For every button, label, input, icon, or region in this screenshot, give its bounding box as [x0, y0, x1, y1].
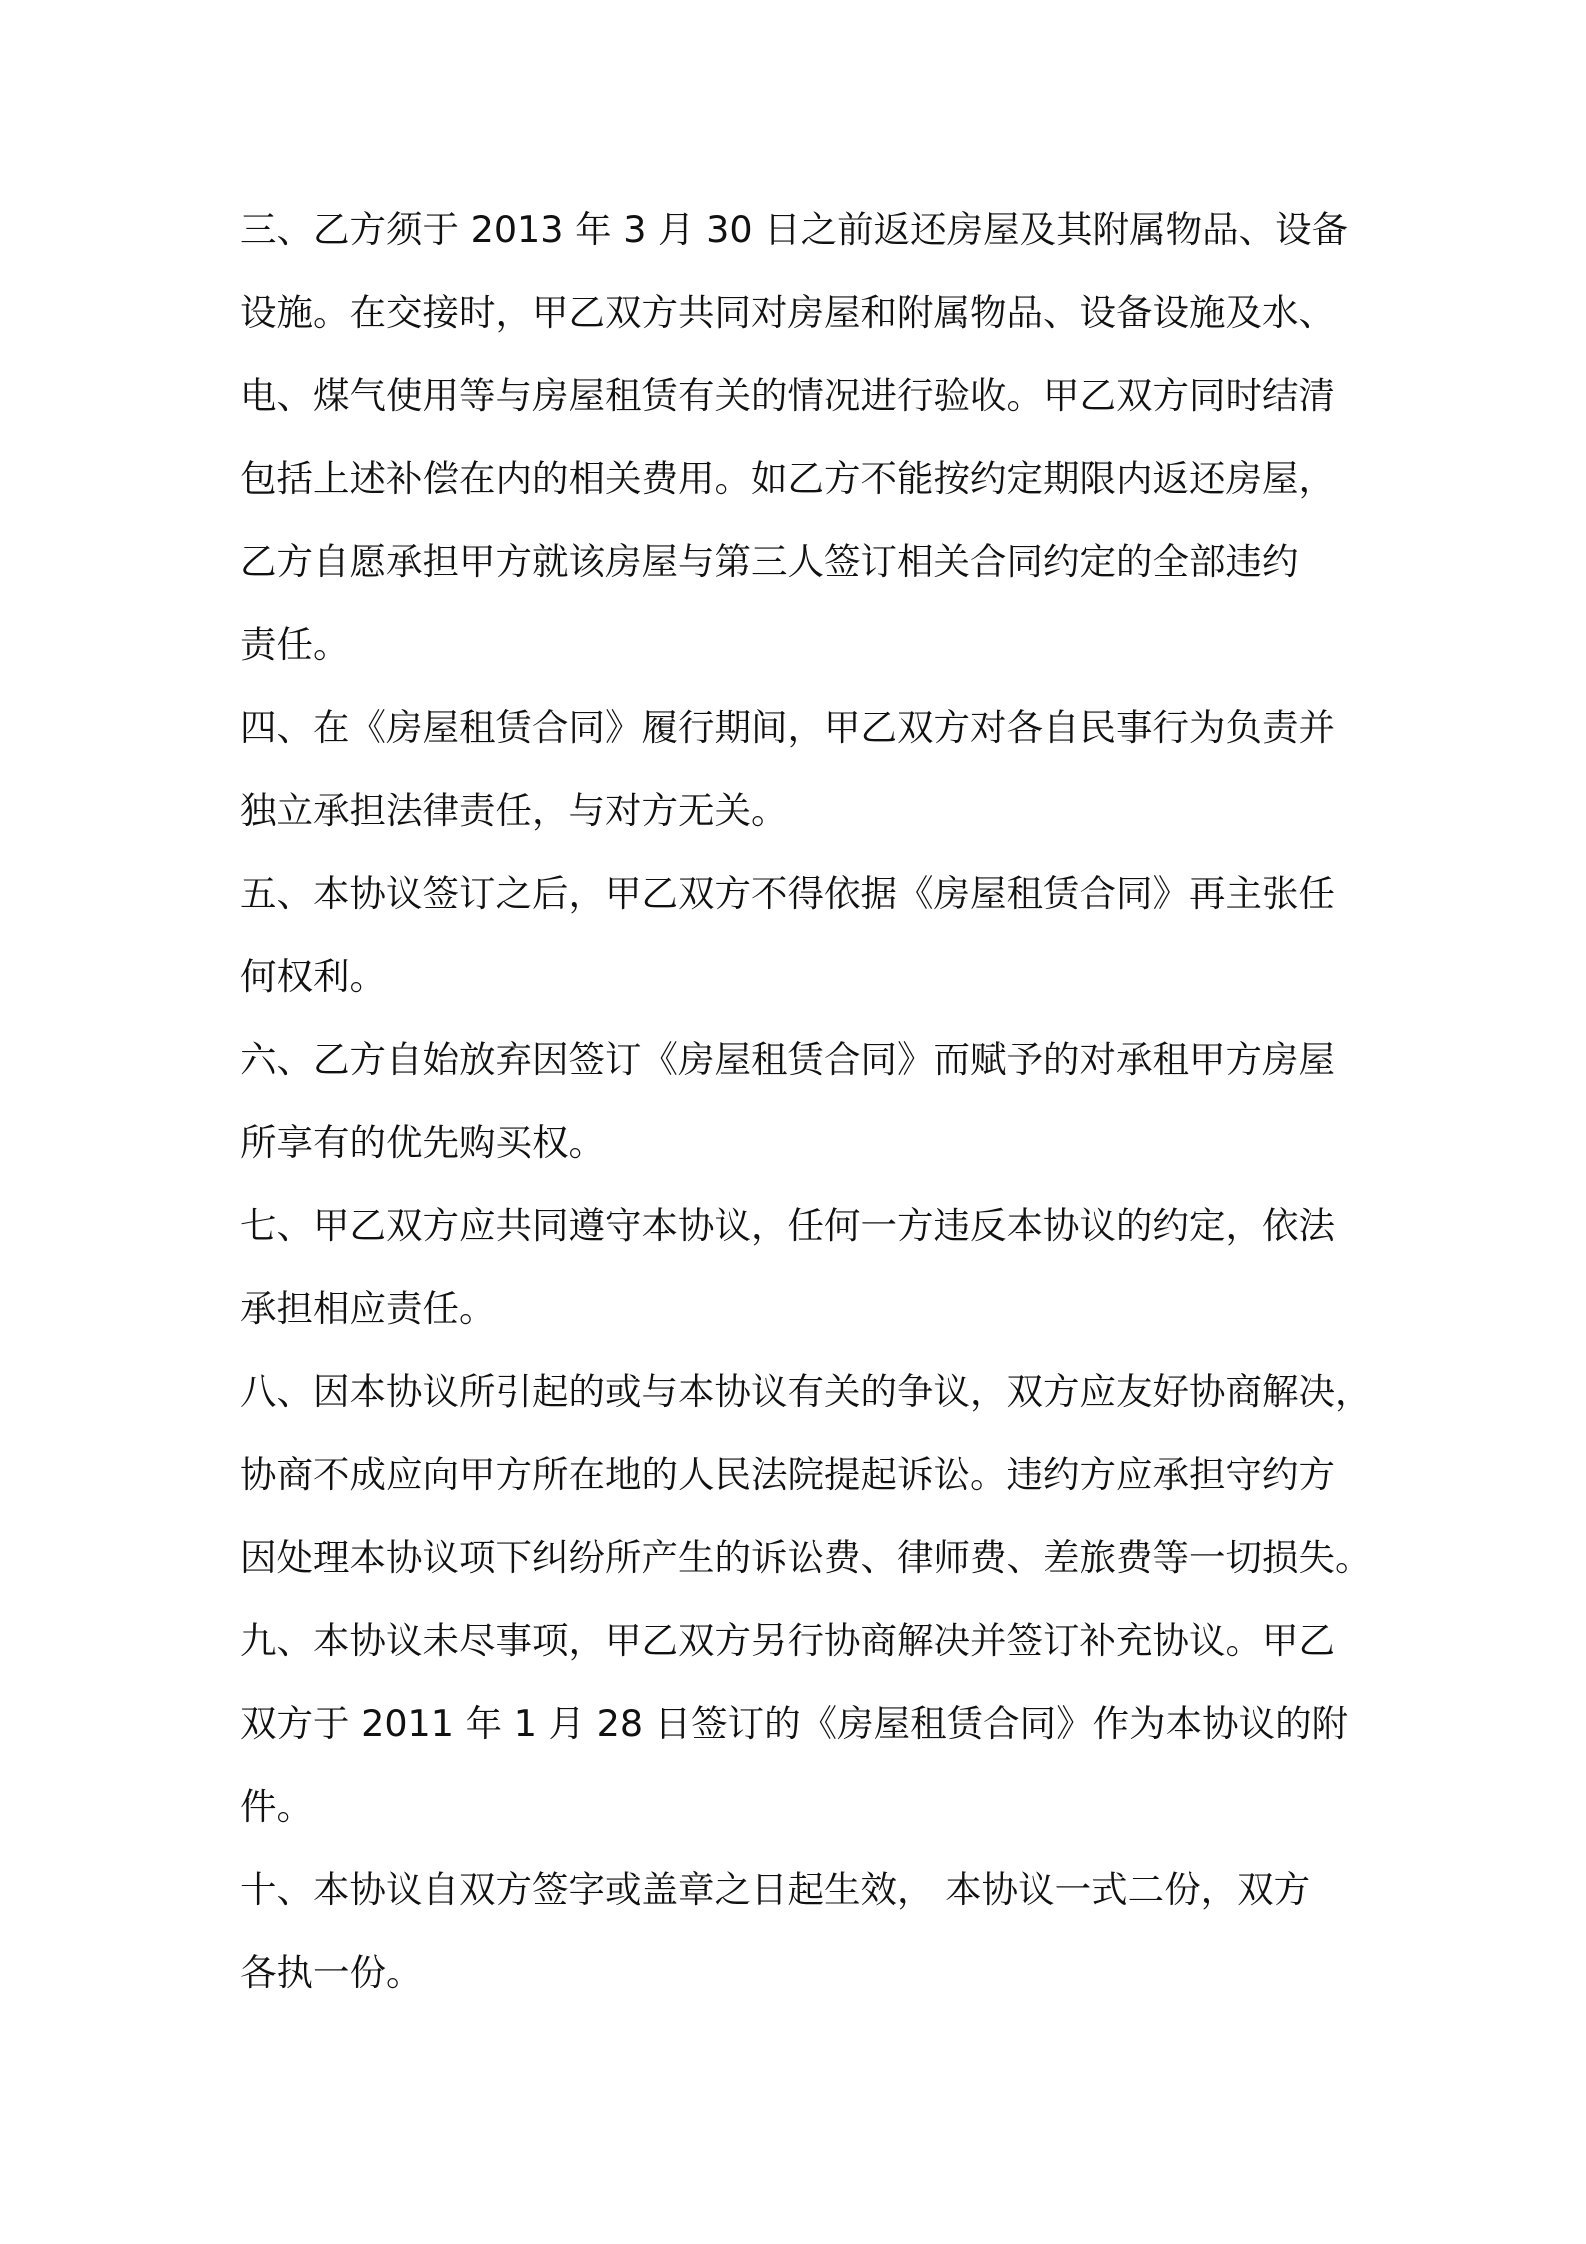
clause-10-line-1: 十、本协议自双方签字或盖章之日起生效， 本协议一式二份，双方: [240, 1868, 1311, 1911]
clause-8-line-3: 因处理本协议项下纠纷所产生的诉讼费、律师费、差旅费等一切损失。: [240, 1536, 1372, 1579]
clause-8-line-2: 协商不成应向甲方所在地的人民法院提起诉讼。违约方应承担守约方: [240, 1453, 1335, 1496]
clause-6-line-1: 六、乙方自始放弃因签订《房屋租赁合同》而赋予的对承租甲方房屋: [240, 1038, 1335, 1081]
clause-4-line-1: 四、在《房屋租赁合同》履行期间，甲乙双方对各自民事行为负责并: [240, 706, 1335, 749]
agreement-clauses: [240, 188, 1372, 2014]
clause-3-line-6: 责任。: [240, 623, 350, 666]
clause-5-line-2: 何权利。: [240, 955, 386, 998]
clause-8-line-1: 八、因本协议所引起的或与本协议有关的争议，双方应友好协商解决，: [240, 1370, 1372, 1413]
clause-3-line-3: 电、煤气使用等与房屋租赁有关的情况进行验收。甲乙双方同时结清: [240, 374, 1335, 417]
clause-7-line-1: 七、甲乙双方应共同遵守本协议，任何一方违反本协议的约定，依法: [240, 1204, 1335, 1247]
clause-10-line-2: 各执一份。: [240, 1951, 423, 1994]
clause-9-line-2: 双方于 2011 年 1 月 28 日签订的《房屋租赁合同》作为本协议的附: [240, 1702, 1349, 1745]
clause-3-line-5: 乙方自愿承担甲方就该房屋与第三人签订相关合同约定的全部违约: [240, 540, 1299, 583]
clause-5-line-1: 五、本协议签订之后，甲乙双方不得依据《房屋租赁合同》再主张任: [240, 872, 1335, 915]
clause-4-line-2: 独立承担法律责任，与对方无关。: [240, 789, 788, 832]
clause-3-line-1: 三、乙方须于 2013 年 3 月 30 日之前返还房屋及其附属物品、设备: [240, 208, 1349, 251]
clause-9-line-1: 九、本协议未尽事项，甲乙双方另行协商解决并签订补充协议。甲乙: [240, 1619, 1335, 1662]
clause-7-line-2: 承担相应责任。: [240, 1287, 496, 1330]
clause-3-line-4: 包括上述补偿在内的相关费用。如乙方不能按约定期限内返还房屋，: [240, 457, 1335, 500]
clause-6-line-2: 所享有的优先购买权。: [240, 1121, 605, 1164]
clause-9-line-3: 件。: [240, 1785, 313, 1828]
clause-3-line-2: 设施。在交接时，甲乙双方共同对房屋和附属物品、设备设施及水、: [240, 291, 1335, 334]
